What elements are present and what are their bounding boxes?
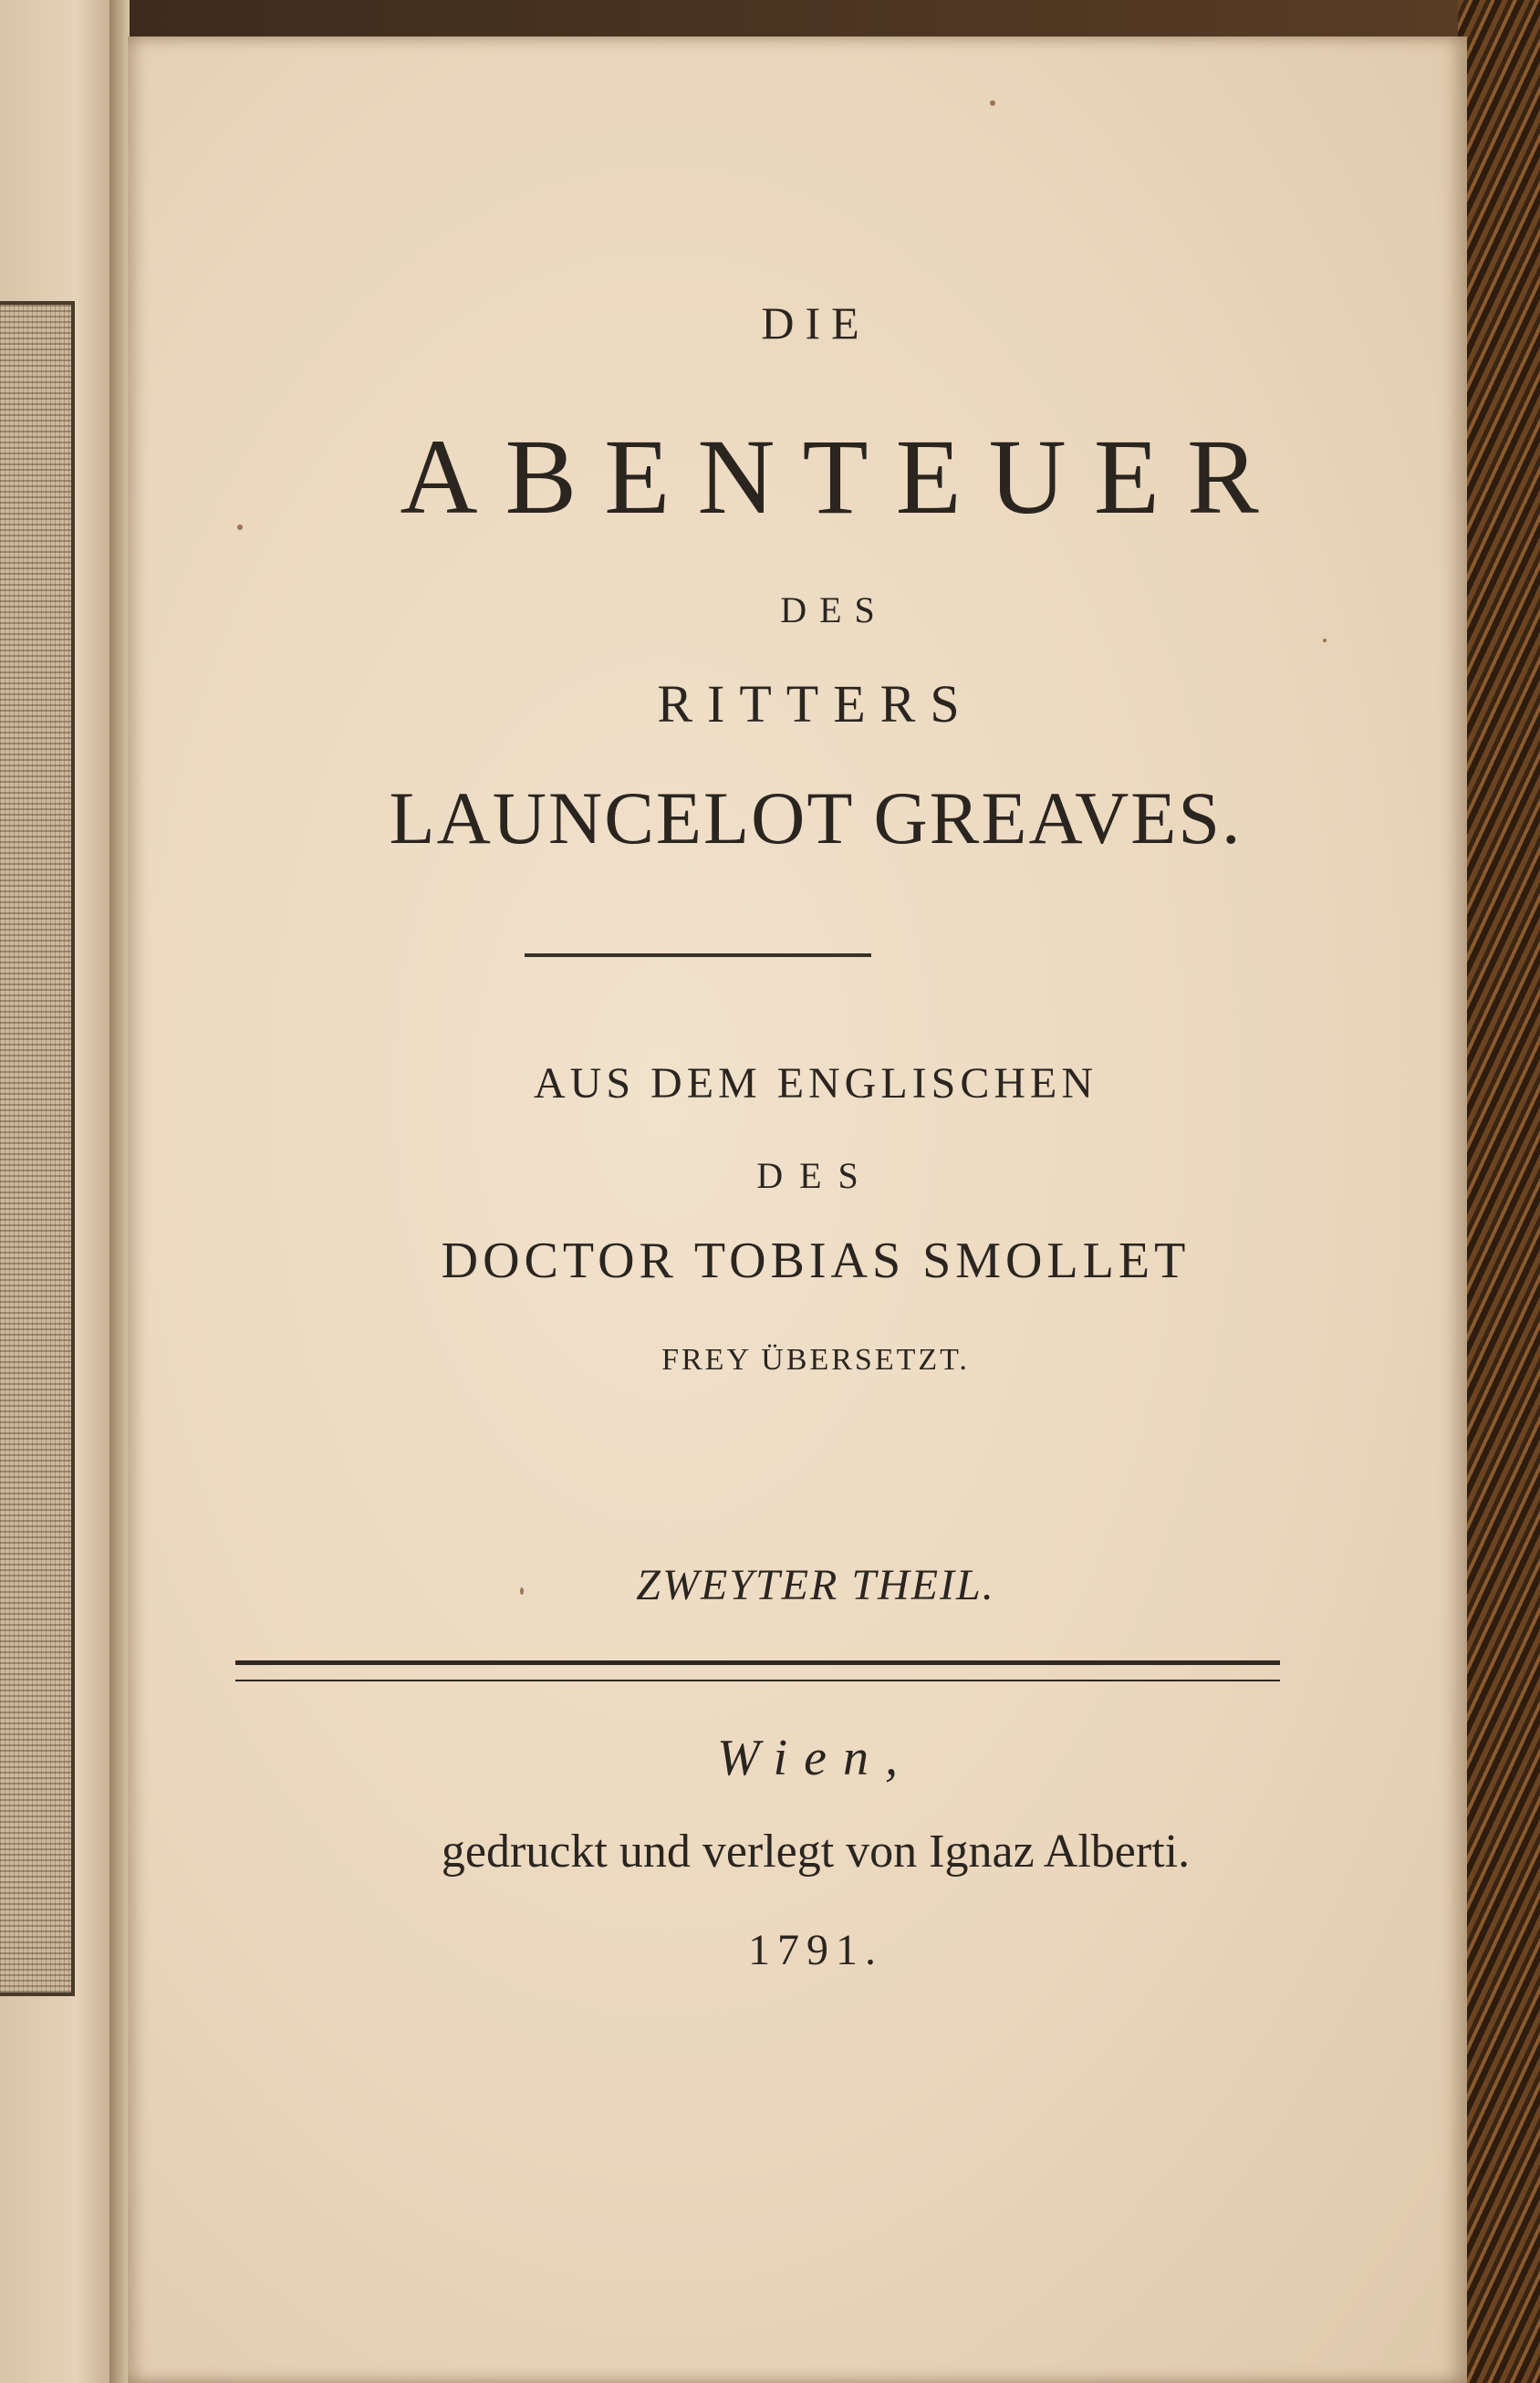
imprint-place: Wien, (717, 1730, 914, 1786)
facing-page (0, 0, 111, 2383)
paper-speck (1323, 639, 1327, 642)
book-gutter (109, 0, 130, 2383)
title-die: DIE (761, 297, 870, 349)
volume-label: ZWEYTER THEIL. (636, 1561, 995, 1609)
imprint-year: 1791. (748, 1926, 883, 1974)
translation-note-des: DES (756, 1155, 875, 1196)
imprint-publisher: gedruckt und verlegt von Ignaz Alberti. (441, 1826, 1191, 1878)
double-divider-rule (235, 1660, 1280, 1681)
paper-speck (990, 100, 995, 106)
translation-note-frey: FREY ÜBERSETZT. (661, 1343, 970, 1377)
paper-speck (237, 525, 243, 530)
title-des: DES (780, 589, 888, 630)
title-page (128, 36, 1467, 2383)
frontispiece-engraving (0, 301, 75, 1996)
author-name: DOCTOR TOBIAS SMOLLET (441, 1233, 1191, 1289)
paper-speck (520, 1587, 524, 1595)
short-divider-rule (525, 953, 871, 957)
title-ritters: RITTERS (657, 674, 974, 734)
translation-note-aus: AUS DEM ENGLISCHEN (534, 1059, 1098, 1108)
title-launcelot-greaves: LAUNCELOT GREAVES. (389, 776, 1243, 859)
title-abenteuer: ABENTEUER (400, 417, 1286, 536)
